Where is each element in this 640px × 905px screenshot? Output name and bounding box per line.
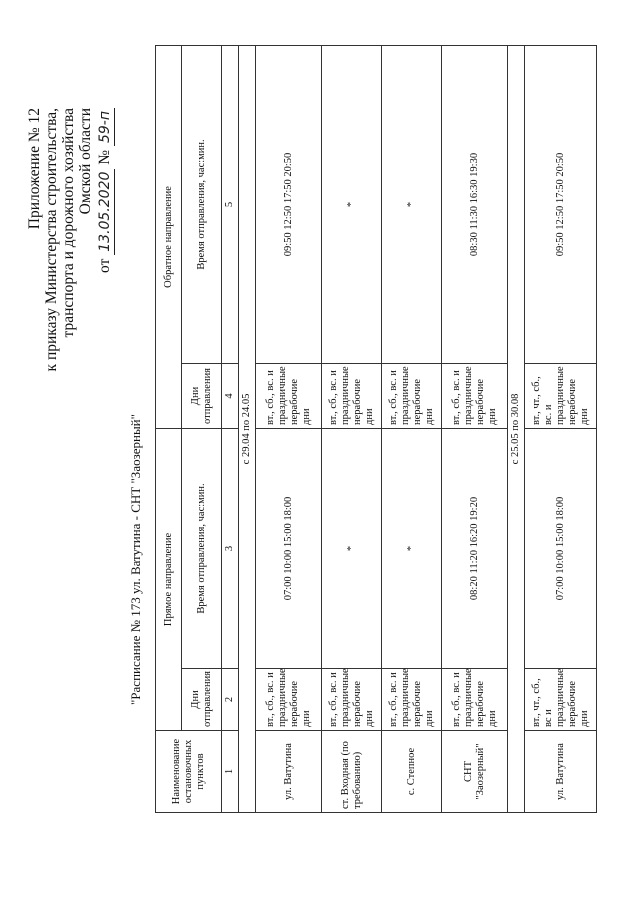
- col-number: 2: [222, 669, 239, 731]
- forward-days: вт., сб., вс. и праздничные нерабочие дни: [442, 669, 508, 731]
- reverse-times: 08:30 11:30 16:30 19:30: [442, 45, 508, 363]
- table-row: [322, 45, 382, 812]
- stop-name: ул. Ватутина: [256, 731, 322, 813]
- document-header: [26, 108, 115, 371]
- table-row: [442, 45, 508, 812]
- stop-name: с. Степное: [382, 731, 442, 813]
- reverse-time-header: Время отправления, час:мин.: [182, 45, 222, 363]
- schedule-table: [155, 45, 597, 813]
- order-line-1: к приказу Министерства строительства,: [43, 108, 60, 372]
- period-row: с 29.04 по 24.05: [239, 45, 256, 812]
- forward-days-header: Дни отправления: [182, 669, 222, 731]
- schedule-title: "Расписание № 173 ул. Ватутина - СНТ "Заозерный": [128, 414, 143, 705]
- reverse-days: вт., сб., вс. и праздничные нерабочие дни: [442, 363, 508, 428]
- handwritten-date: 13.05.2020: [97, 169, 115, 255]
- table-row: [256, 45, 322, 812]
- reverse-times: 09:50 12:50 17:50 20:50: [525, 45, 597, 363]
- table-row: [525, 45, 597, 812]
- number-sign: №: [96, 149, 113, 165]
- reverse-times: 09:50 12:50 17:50 20:50: [256, 45, 322, 363]
- date-prefix: от: [96, 258, 113, 273]
- forward-times: 08:20 11:20 16:20 19:20: [442, 428, 508, 668]
- reverse-direction-header: Обратное направление: [156, 45, 182, 428]
- handwritten-number: 59-п: [97, 108, 115, 146]
- forward-days: вт., сб., вс. и праздничные нерабочие дни: [256, 669, 322, 731]
- forward-days: вт., сб., вс. и праздничные нерабочие дни: [322, 669, 382, 731]
- reverse-days: вт., сб., вс. и праздничные нерабочие дни: [382, 363, 442, 428]
- table-row: [382, 45, 442, 812]
- period-row: с 25.05 по 30.08: [508, 45, 525, 812]
- forward-times: *: [382, 428, 442, 668]
- reverse-days: вт., чт., сб., вс. и праздничные нерабочие дни: [525, 363, 597, 428]
- stops-header: Наименование остановочных пунктов: [156, 731, 222, 813]
- forward-days: вт., сб., вс. и праздничные нерабочие дни: [382, 669, 442, 731]
- col-number: 4: [222, 363, 239, 428]
- reverse-days: вт., сб., вс. и праздничные нерабочие дни: [322, 363, 382, 428]
- forward-time-header: Время отправления, час:мин.: [182, 428, 222, 668]
- reverse-days-header: Дни отправления: [182, 363, 222, 428]
- col-number: 5: [222, 45, 239, 363]
- stop-name: ст. Входная (по требованию): [322, 731, 382, 813]
- col-number: 3: [222, 428, 239, 668]
- reverse-times: *: [322, 45, 382, 363]
- order-line-2: транспорта и дорожного хозяйства: [60, 108, 77, 338]
- forward-times: 07:00 10:00 15:00 18:00: [256, 428, 322, 668]
- appendix-title: Приложение № 12: [26, 108, 43, 230]
- stop-name: СНТ "Заозерный": [442, 731, 508, 813]
- forward-days: вт., чт., сб., вс и праздничные нерабочие дни: [525, 669, 597, 731]
- col-number: 1: [222, 731, 239, 813]
- order-line-3: Омской области: [77, 108, 94, 215]
- order-date-line: [96, 108, 115, 371]
- forward-direction-header: Прямое направление: [156, 428, 182, 730]
- forward-times: 07:00 10:00 15:00 18:00: [525, 428, 597, 668]
- stop-name: ул. Ватутина: [525, 731, 597, 813]
- reverse-days: вт., сб., вс. и праздничные нерабочие дни: [256, 363, 322, 428]
- forward-times: *: [322, 428, 382, 668]
- reverse-times: *: [382, 45, 442, 363]
